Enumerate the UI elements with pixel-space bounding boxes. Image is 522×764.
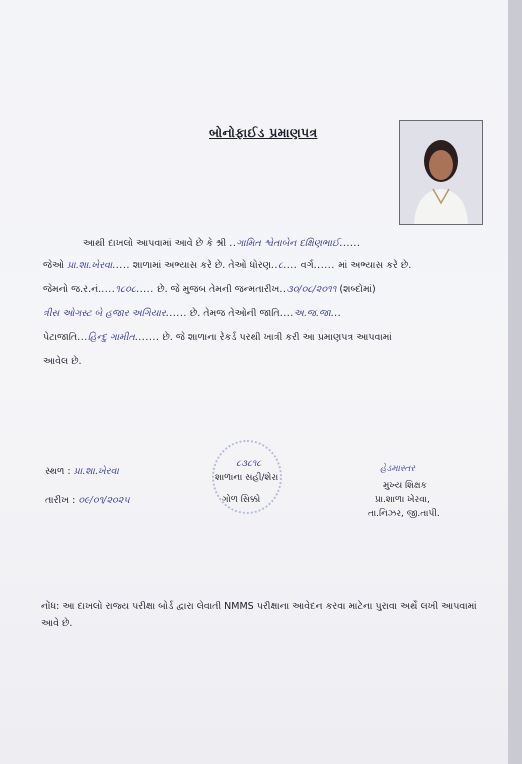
seal-label: ગોળ સિક્કો <box>222 495 261 505</box>
caste-value: અ.જ.જા <box>293 308 331 319</box>
signatory-school: પ્રા.શાળા ખેરવા, <box>375 495 430 505</box>
line-2: જેઓ પ્રા.શા.ખેરવા..... શાળામાં અભ્યાસ કરે છે. તેઓ ધોરણ..૮.... વર્ગ...... માં અભ્યાસ કરે છે. <box>43 260 412 271</box>
stamp-label: શાળાના સહી/શેરા <box>215 473 279 483</box>
student-photo <box>399 120 483 225</box>
line-6: આવેલ છે. <box>43 356 82 367</box>
footnote: નોંધ: આ દાખલો રાજ્ય પરીક્ષા બોર્ડ દ્વારા લેવાતી NMMS પરીક્ષાના આવેદન કરવા માટેના પુરાવા અર્થે લખી આપવામાં આવે છે. <box>41 601 477 629</box>
line-4: ત્રીસ ઓગસ્ટ બે હજાર અગિયાર...... છે. તેમજ તેઓની જાતિ....અ.જ.જા... <box>43 308 342 319</box>
student-name: ગામિત શ્વેતાબેન દક્ષિણભાઈ <box>236 238 340 249</box>
line-1: આથી દાખલો આપવામાં આવે છે કે શ્રી ..ગામિત શ્વેતાબેન દક્ષિણભાઈ...... <box>83 238 361 249</box>
line-5: પેટાજાતિ...હિન્દુ ગામીત....... છે. જે શાળાના રેકર્ડ પરથી ખાત્રી કરી આ પ્રમાણપત્ર આપવામાં <box>43 332 392 343</box>
std-value: ૮ <box>277 260 284 271</box>
seal-number: ૮૩૮૧૮ <box>236 459 262 469</box>
subcaste-value: હિન્દુ ગામીત <box>87 332 135 343</box>
dob-value: ૩૦/૦૮/૨૦૧૧ <box>286 284 337 295</box>
signatory-title: મુખ્ય શિક્ષક <box>383 481 427 491</box>
date-row: તારીખ : ૦૯/૦૧/૨૦૨૫ <box>45 495 130 506</box>
date-value: ૦૯/૦૧/૨૦૨૫ <box>78 495 130 506</box>
paper-edge <box>508 0 522 764</box>
handwritten-signature: હેડમાસ્તર <box>380 464 415 474</box>
certificate-title: બોનોફાઈડ પ્રમાણપત્ર <box>209 125 318 140</box>
signatory-place: તા.નિઝર, જી.તાપી. <box>368 509 440 519</box>
line-3: જેમનો જ.ર.નં.....૧૮૦૮..... છે. જે મુજબ તેમની જન્મતારીખ..૩૦/૦૮/૨૦૧૧ (શબ્દોમાં) <box>43 284 376 295</box>
school-name: પ્રા.શા.ખેરવા <box>67 260 113 271</box>
place-row: સ્થળ : પ્રા.શા.ખેરવા <box>45 466 119 477</box>
reg-no: ૧૮૦૮ <box>115 284 137 295</box>
place-value: પ્રા.શા.ખેરવા <box>73 466 119 477</box>
dob-words: ત્રીસ ઓગસ્ટ બે હજાર અગિયાર <box>43 308 166 319</box>
